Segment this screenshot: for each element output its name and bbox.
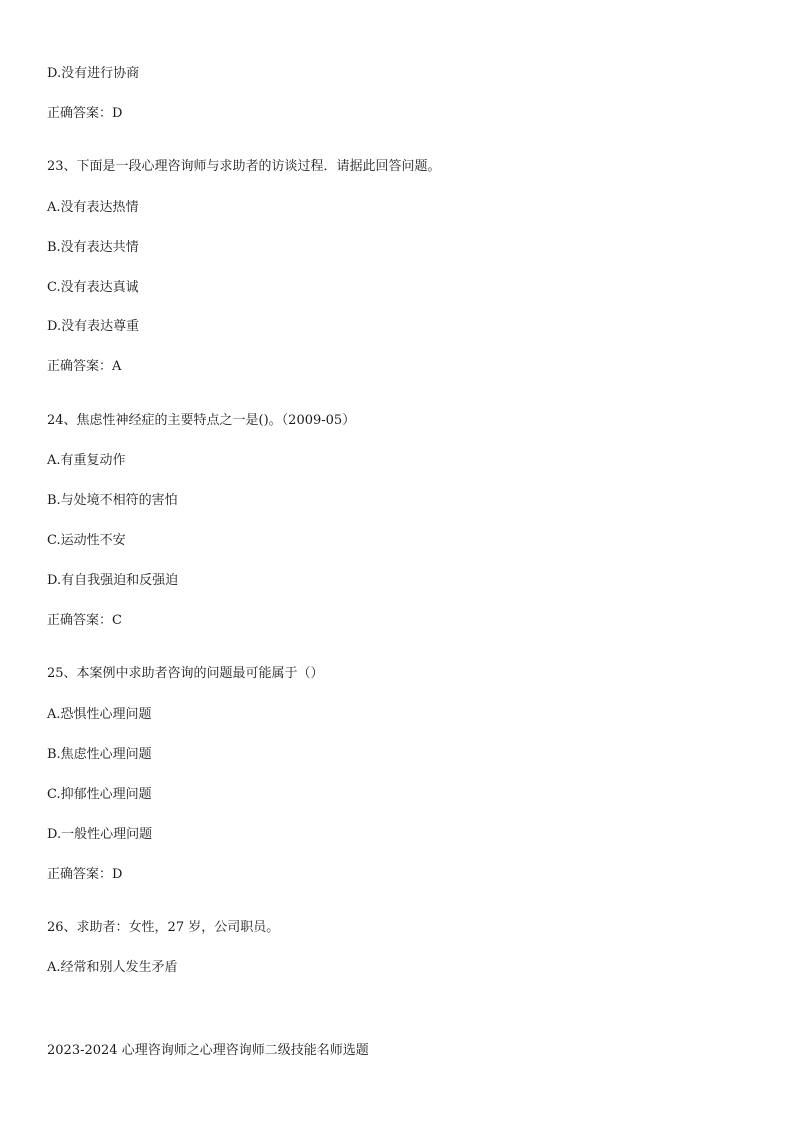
option-line: D.有自我强迫和反强迫 (47, 573, 179, 588)
answer-line: 正确答案：C (47, 613, 122, 628)
question-line: 24、焦虑性神经症的主要特点之一是()。（2009-05） (47, 413, 356, 428)
option-line: D.一般性心理问题 (47, 827, 153, 842)
option-line: D.没有表达尊重 (47, 319, 140, 334)
option-line: C.抑郁性心理问题 (47, 787, 152, 802)
answer-line: 正确答案：A (47, 359, 122, 374)
option-line: B.与处境不相符的害怕 (47, 493, 178, 508)
option-line: C.运动性不安 (47, 533, 126, 548)
option-line: A.没有表达热情 (47, 200, 139, 215)
question-line: 26、求助者：女性，27 岁，公司职员。 (47, 920, 280, 935)
answer-line: 正确答案：D (47, 867, 123, 882)
option-line: D.没有进行协商 (47, 66, 140, 81)
option-line: A.恐惧性心理问题 (47, 707, 152, 722)
option-line: A.经常和别人发生矛盾 (47, 960, 178, 975)
option-line: B.焦虑性心理问题 (47, 747, 152, 762)
page-footer: 2023-2024 心理咨询师之心理咨询师二级技能名师选题 (47, 1043, 369, 1058)
answer-line: 正确答案：D (47, 106, 123, 121)
question-line: 25、本案例中求助者咨询的问题最可能属于（） (47, 666, 324, 681)
question-line: 23、下面是一段心理咨询师与求助者的访谈过程．请据此回答问题。 (47, 159, 441, 174)
option-line: A.有重复动作 (47, 453, 126, 468)
option-line: B.没有表达共情 (47, 240, 139, 255)
option-line: C.没有表达真诚 (47, 280, 139, 295)
